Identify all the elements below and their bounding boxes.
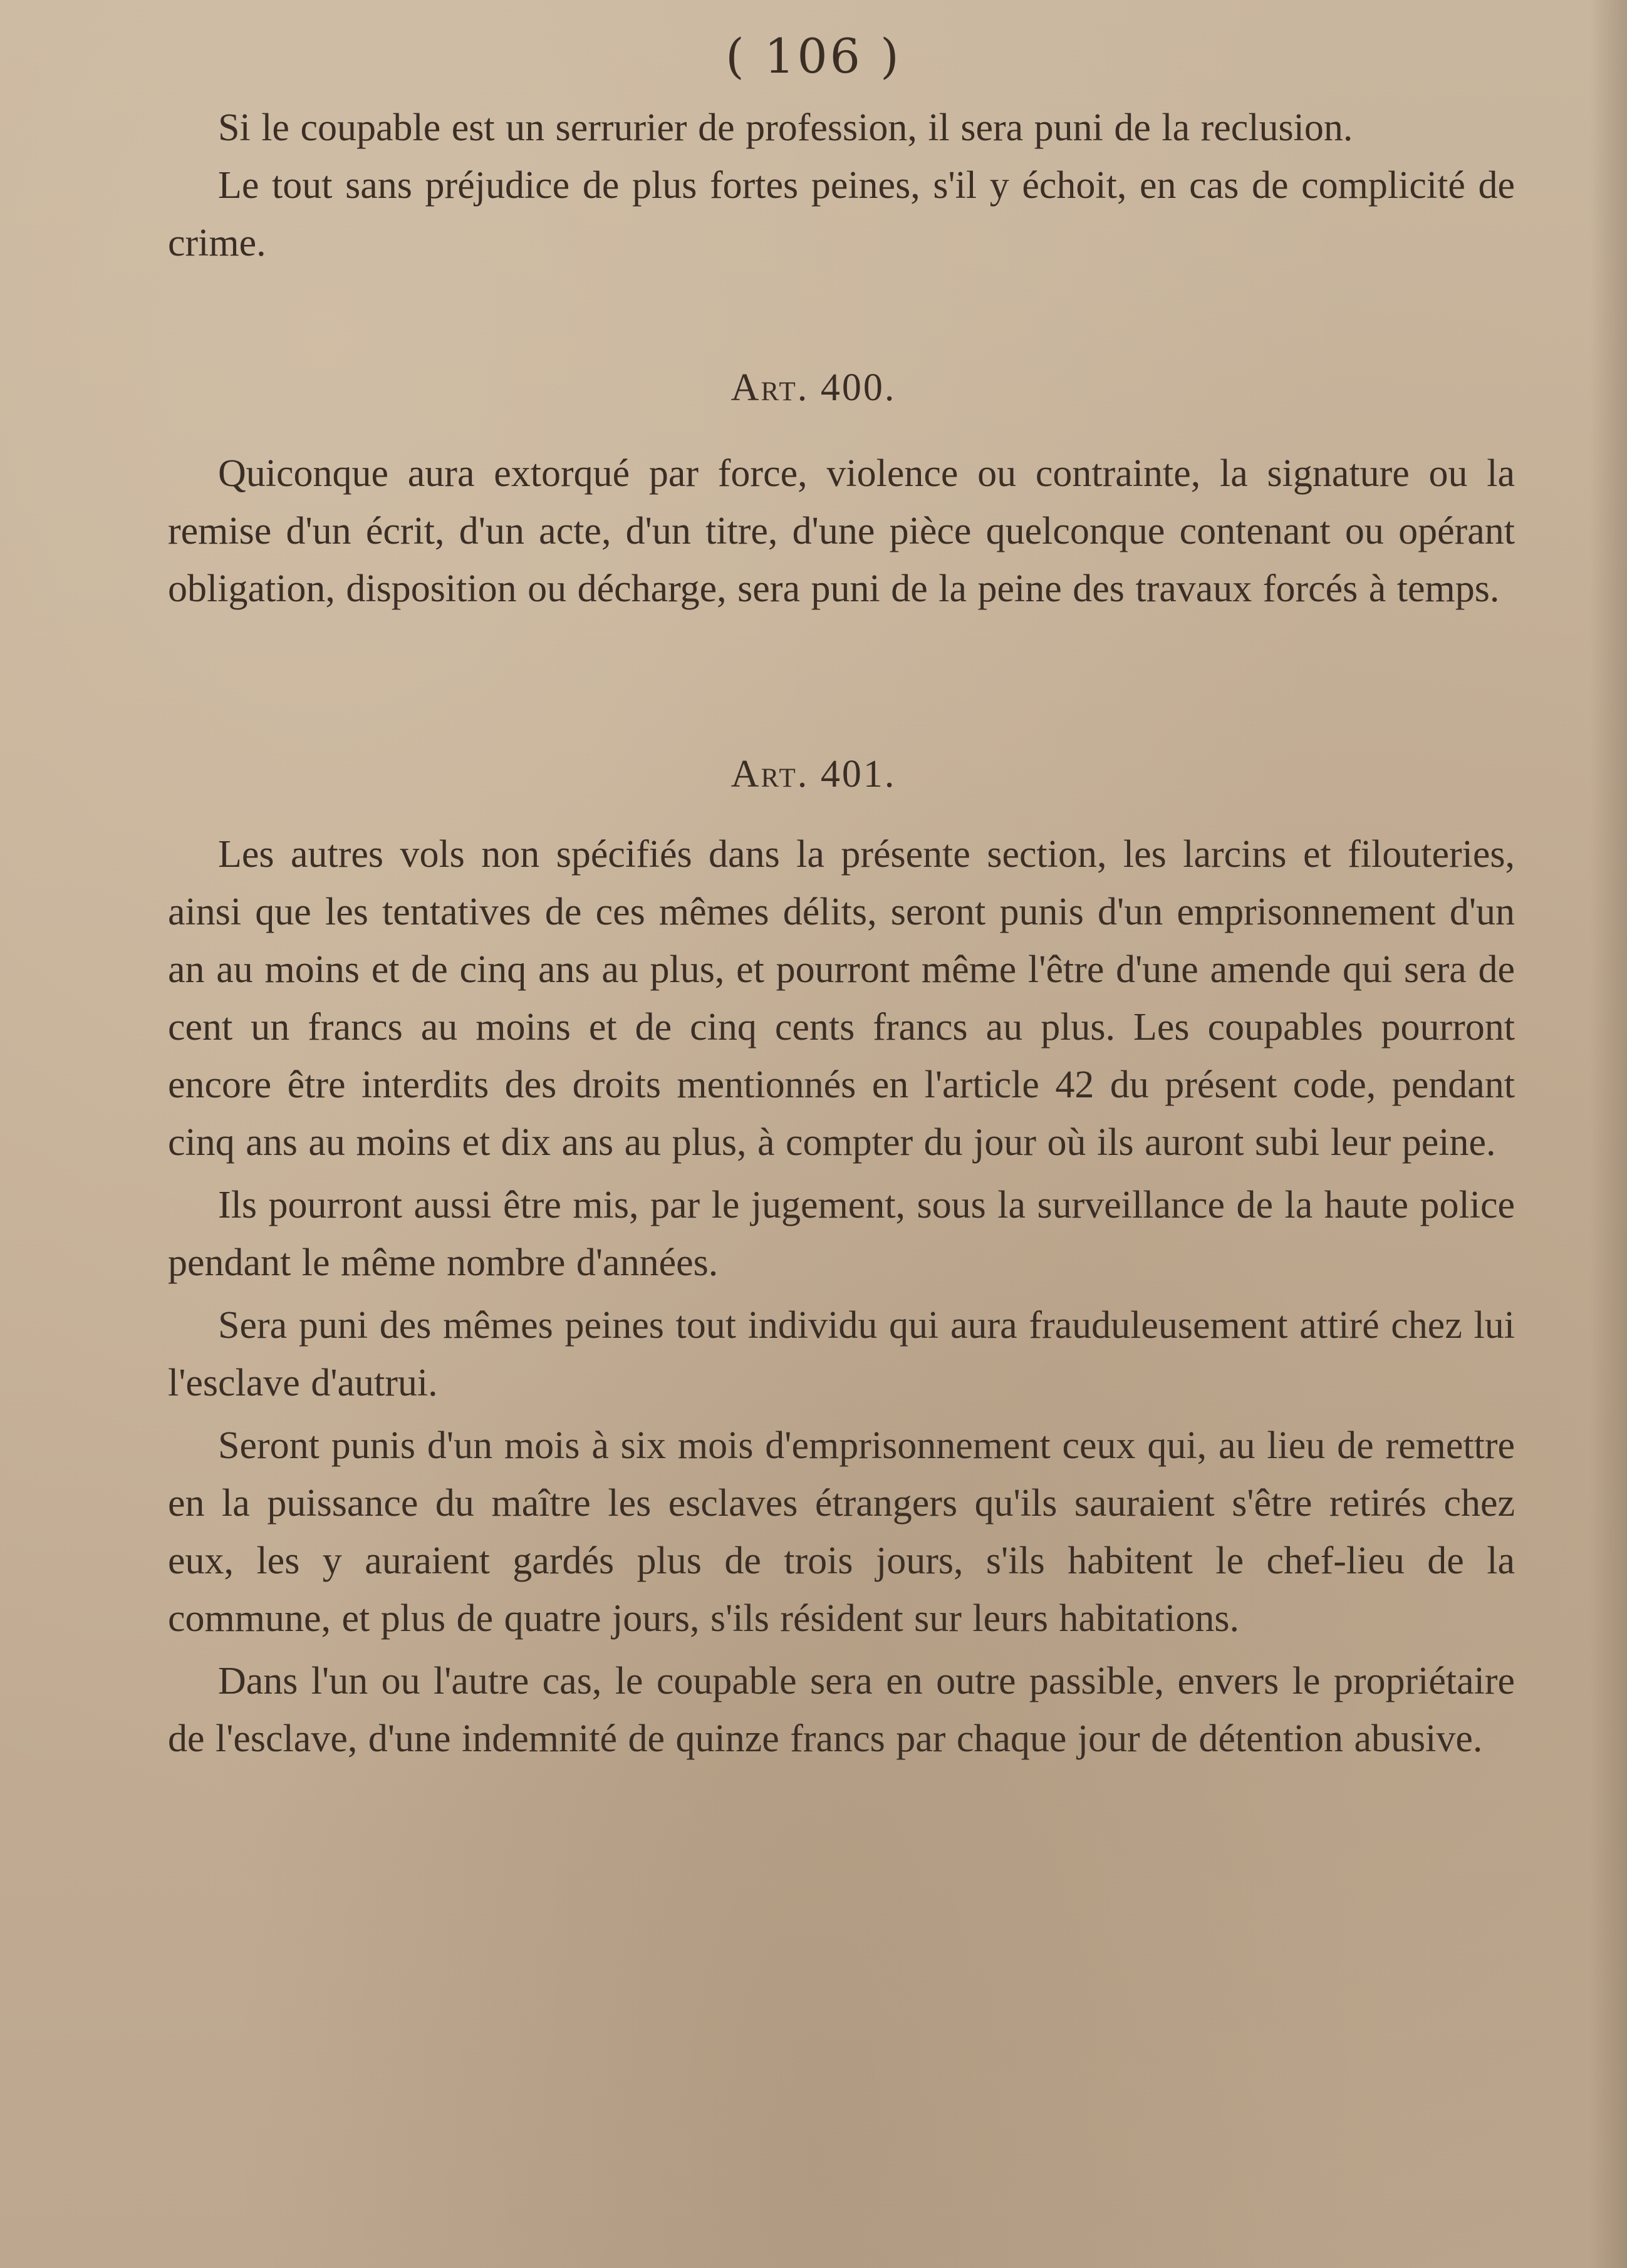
paragraph: Le tout sans préjudice de plus fortes peines, s'il y échoit, en cas de complicité de crime.	[168, 164, 1515, 264]
article-number: 401.	[820, 753, 897, 795]
intro-text-block	[168, 99, 1515, 272]
article-400-heading	[0, 368, 1627, 407]
article-label: Art.	[730, 753, 809, 795]
paragraph: Si le coupable est un serrurier de profession, il sera puni de la reclusion.	[218, 106, 1353, 149]
paragraph: Ils pourront aussi être mis, par le jugement, sous la surveillance de la haute police pendant le même nombre d'années.	[168, 1184, 1515, 1284]
page-number: ( 106 )	[725, 28, 902, 84]
paragraph: Quiconque aura extorqué par force, violence ou contrainte, la signature ou la remise d'un écrit, d'un acte, d'un titre, d'une pièce quelconque contenant ou opérant obligation, disposition ou décharge, sera puni de la peine des travaux forcés à temps.	[168, 452, 1515, 610]
article-label: Art.	[730, 366, 809, 409]
paragraph: Seront punis d'un mois à six mois d'emprisonnement ceux qui, au lieu de remettre en la puissance du maître les esclaves étrangers qu'ils sauraient s'être retirés chez eux, les y auraient gardés plus de trois jours, s'ils habitent le chef-lieu de la commune, et plus de quatre jours, s'ils résident sur leurs habitations.	[168, 1424, 1515, 1640]
page-edge-shadow	[1589, 0, 1627, 2268]
paragraph: Sera puni des mêmes peines tout individu qui aura frauduleusement attiré chez lui l'esclave d'autrui.	[168, 1304, 1515, 1404]
article-400-text	[168, 445, 1515, 618]
article-401-text	[168, 826, 1515, 1768]
paragraph: Les autres vols non spécifiés dans la présente section, les larcins et filouteries, ainsi que les tentatives de ces mêmes délits, seront punis d'un emprisonnement d'un an au moins et de cinq ans au plus, et pourront même l'être d'une amende qui sera de cent un francs au moins et de cinq cents francs au plus. Les coupables pourront encore être interdits des droits mentionnés en l'article 42 du présent code, pendant cinq ans au moins et dix ans au plus, à compter du jour où ils auront subi leur peine.	[168, 833, 1515, 1164]
article-number: 400.	[820, 366, 897, 409]
article-401-heading	[0, 755, 1627, 794]
paragraph: Dans l'un ou l'autre cas, le coupable sera en outre passible, envers le propriétaire de l'esclave, d'une indemnité de quinze francs par chaque jour de détention abusive.	[168, 1660, 1515, 1760]
